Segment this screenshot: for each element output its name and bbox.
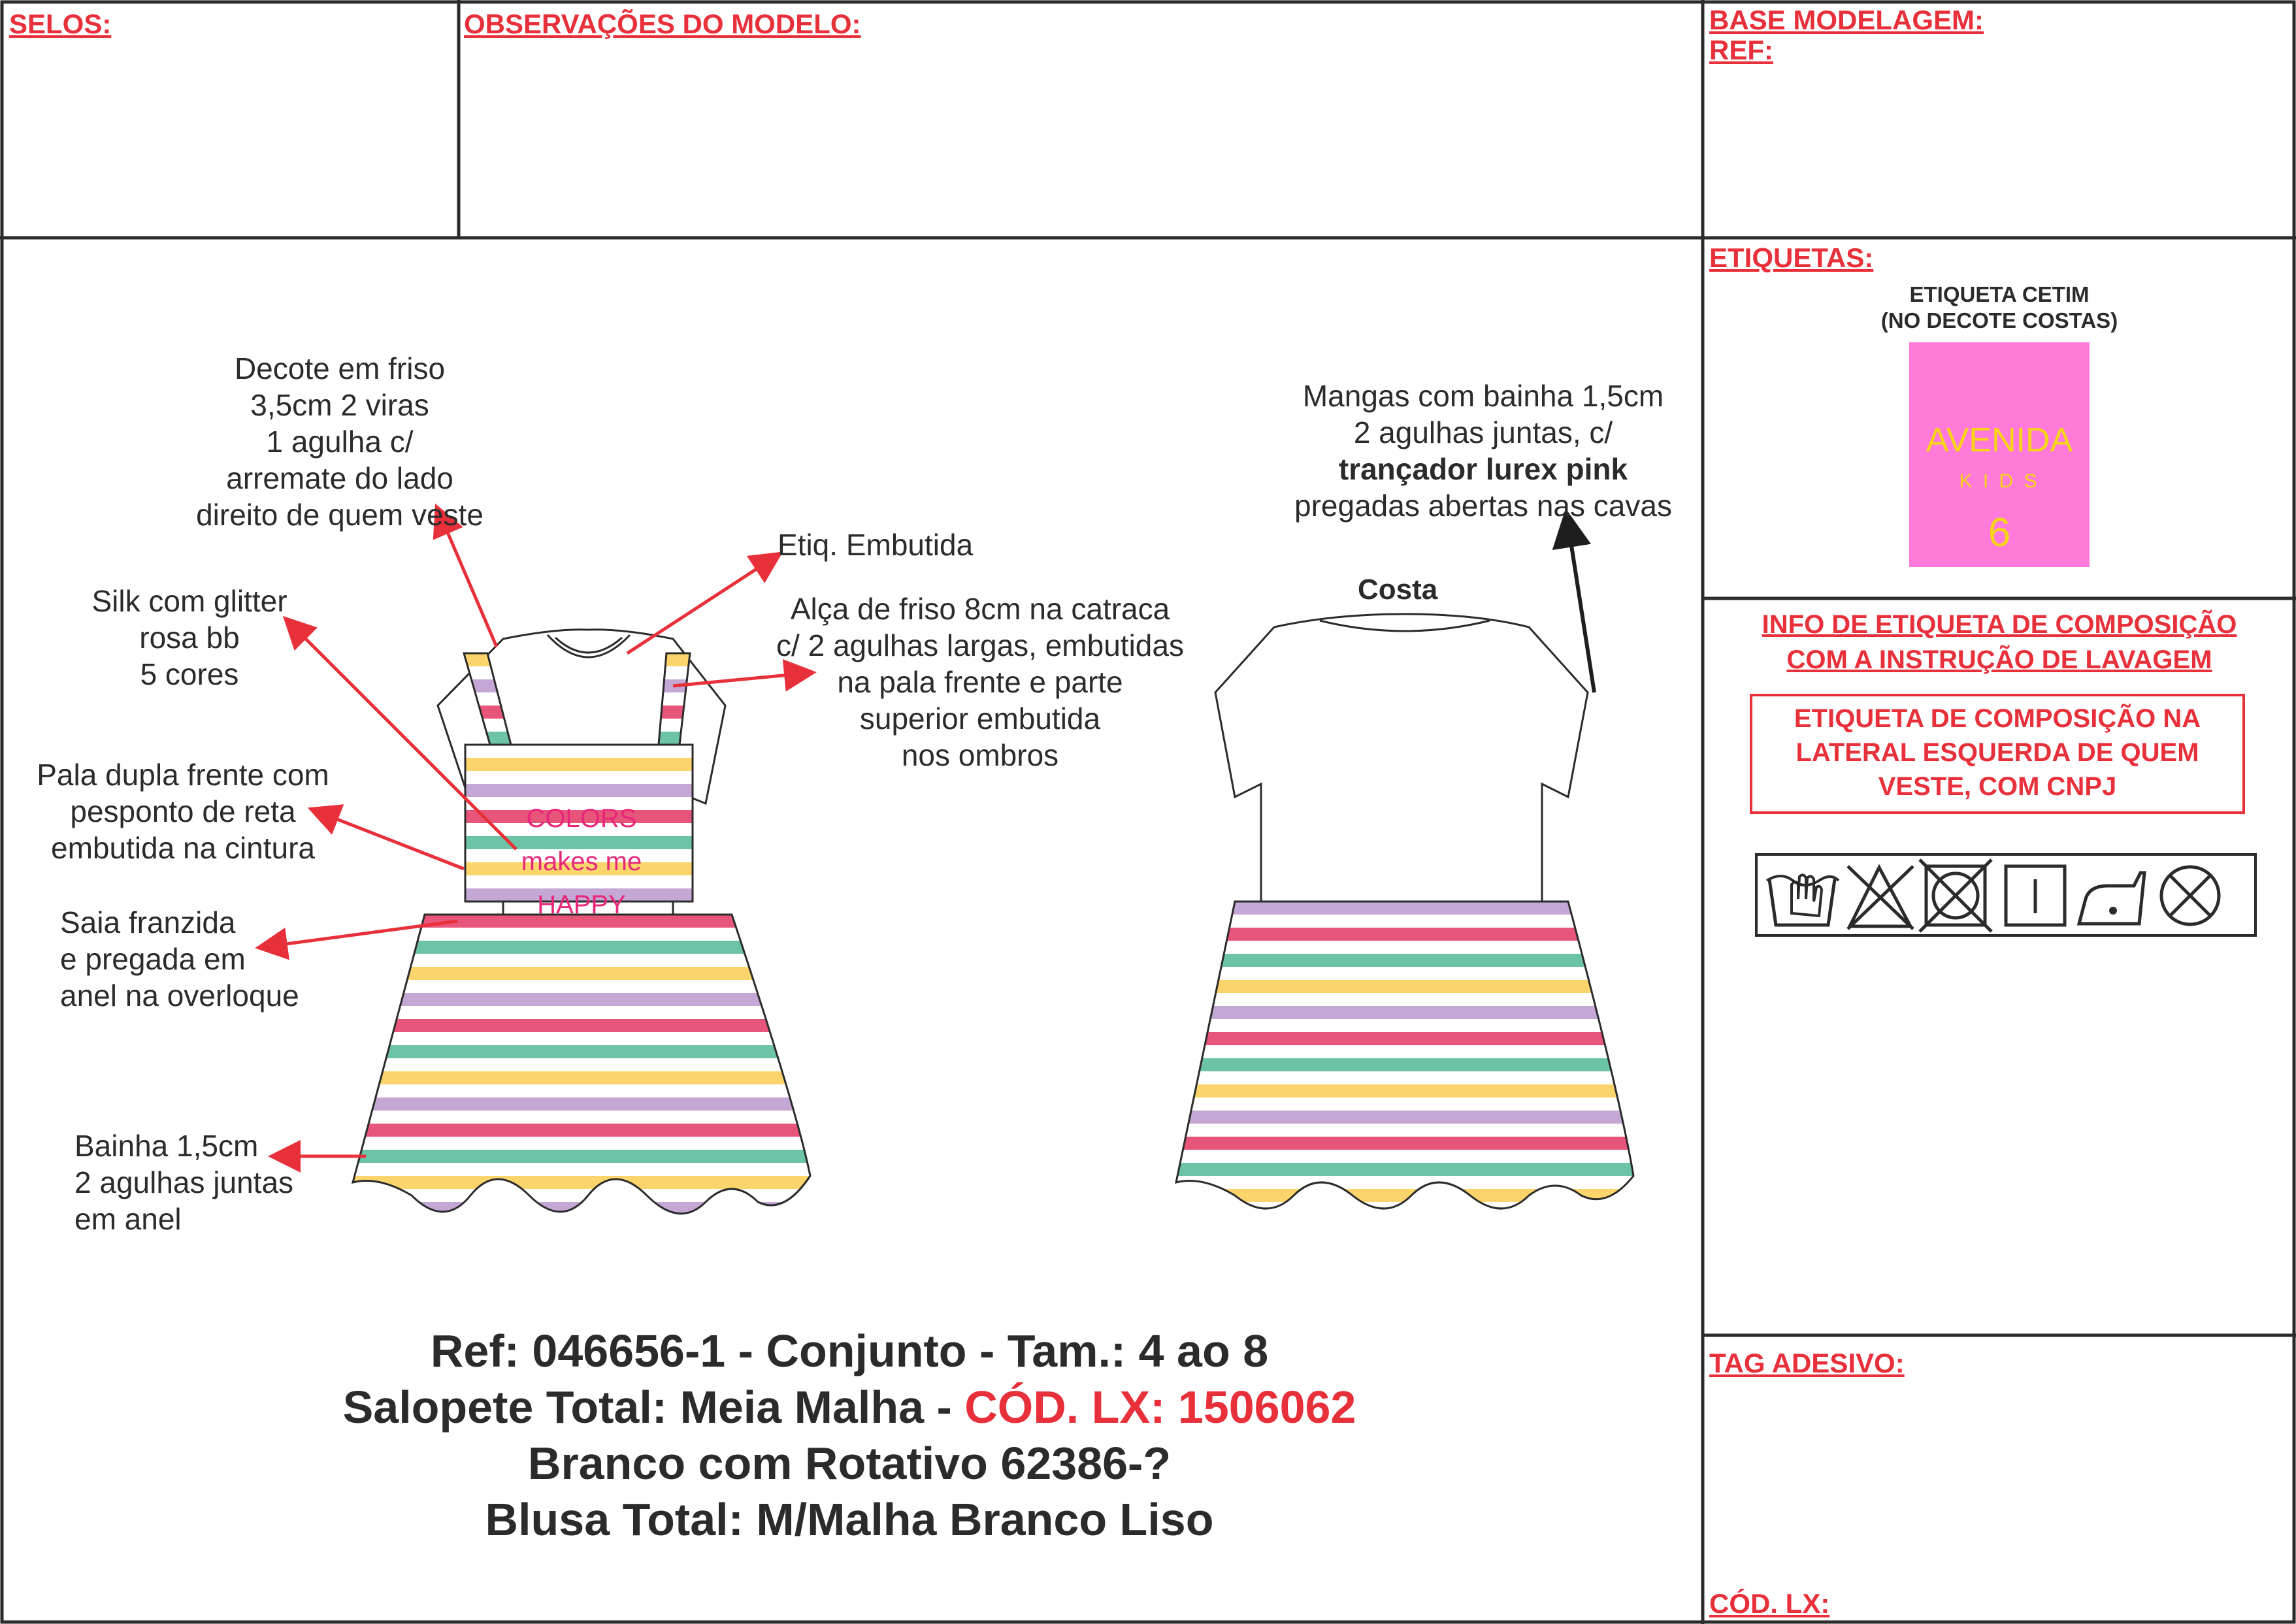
annotation-bainha xyxy=(74,1128,293,1237)
pala-line3: embutida na cintura xyxy=(50,831,316,865)
annotation-silk xyxy=(65,583,314,692)
composition-box xyxy=(1750,694,2245,814)
annotation-alca xyxy=(758,591,1202,773)
decote-line3: 1 agulha c/ xyxy=(266,425,414,459)
annotation-saia xyxy=(60,904,299,1014)
composition-title-line1: INFO DE ETIQUETA DE COMPOSIÇÃO xyxy=(1762,610,2237,639)
selos-header: SELOS: xyxy=(9,8,112,39)
composition-box-line2: LATERAL ESQUERDA DE QUEM xyxy=(1796,738,2199,767)
footer-color: Branco com Rotativo 62386-? xyxy=(527,1438,1172,1489)
footer-ref: Ref: 046656-1 - Conjunto - Tam.: 4 ao 8 xyxy=(430,1325,1269,1376)
ref-header: REF: xyxy=(1709,35,1773,65)
decote-line2: 3,5cm 2 viras xyxy=(250,388,429,422)
annotation-decote xyxy=(163,350,516,533)
composition-box-line3: VESTE, COM CNPJ xyxy=(1878,772,2117,801)
bainha-line1: Bainha 1,5cm xyxy=(74,1129,259,1163)
footer-salopete-text: Salopete Total: Meia Malha - xyxy=(342,1382,965,1433)
back-view-label: Costa xyxy=(1358,574,1438,606)
bainha-line3: em anel xyxy=(74,1202,182,1236)
composition-box-line1: ETIQUETA DE COMPOSIÇÃO NA xyxy=(1794,704,2201,733)
footer-salopete xyxy=(0,1380,1699,1435)
mangas-line1: Mangas com bainha 1,5cm xyxy=(1302,379,1664,413)
base-modelagem-header: BASE MODELAGEM: xyxy=(1709,5,1984,35)
label-size: 6 xyxy=(1988,510,2011,555)
alca-line2: c/ 2 agulhas largas, embutidas xyxy=(776,628,1184,662)
alca-line5: nos ombros xyxy=(901,738,1059,772)
observacoes-header: OBSERVAÇÕES DO MODELO: xyxy=(464,8,861,39)
decote-line5: direito de quem veste xyxy=(196,498,484,532)
alca-line1: Alça de friso 8cm na catraca xyxy=(790,592,1170,626)
mangas-line4: pregadas abertas nas cavas xyxy=(1294,489,1672,523)
pala-line2: pesponto de reta xyxy=(70,794,296,828)
pala-line1: Pala dupla frente com xyxy=(37,758,329,792)
tag-adesivo-header: TAG ADESIVO: xyxy=(1709,1348,1905,1378)
label-title-line2: (NO DECOTE COSTAS) xyxy=(1880,308,2118,333)
alca-line4: superior embutida xyxy=(859,702,1101,736)
cod-lx-header: CÓD. LX: xyxy=(1709,1588,1830,1619)
composition-title-line2: COM A INSTRUÇÃO DE LAVAGEM xyxy=(1786,645,2212,674)
silk-line1: Silk com glitter xyxy=(91,584,287,618)
saia-line2: e pregada em xyxy=(60,942,246,976)
print-line1: COLORS xyxy=(526,804,637,833)
alca-line3: na pala frente e parte xyxy=(837,665,1123,699)
print-line3: HAPPY xyxy=(537,890,626,919)
label-title-line1: ETIQUETA CETIM xyxy=(1909,282,2090,306)
annotation-etiq: Etiq. Embutida xyxy=(778,528,974,562)
decote-line4: arremate do lado xyxy=(226,461,453,495)
print-line2: makes me xyxy=(521,847,642,876)
care-icons-strip xyxy=(1755,853,2278,938)
satin-label xyxy=(1909,342,2090,567)
label-brand-sub: K I D S xyxy=(1959,470,2040,492)
footer-cod-lx: CÓD. LX: 1506062 xyxy=(964,1382,1356,1433)
decote-line1: Decote em friso xyxy=(234,351,446,385)
bainha-line2: 2 agulhas juntas xyxy=(74,1165,294,1199)
annotation-mangas xyxy=(1261,378,1705,524)
saia-line3: anel na overloque xyxy=(60,979,299,1013)
saia-line1: Saia franzida xyxy=(60,905,236,939)
silk-line3: 5 cores xyxy=(140,657,239,691)
label-brand: AVENIDA xyxy=(1926,421,2073,459)
etiquetas-header: ETIQUETAS: xyxy=(1709,242,1874,273)
footer-blusa: Blusa Total: M/Malha Branco Liso xyxy=(485,1494,1214,1545)
mangas-line2: 2 agulhas juntas, c/ xyxy=(1353,415,1613,449)
mangas-line3: trançador lurex pink xyxy=(1338,452,1628,486)
annotation-pala xyxy=(13,756,353,866)
silk-line2: rosa bb xyxy=(139,621,240,655)
